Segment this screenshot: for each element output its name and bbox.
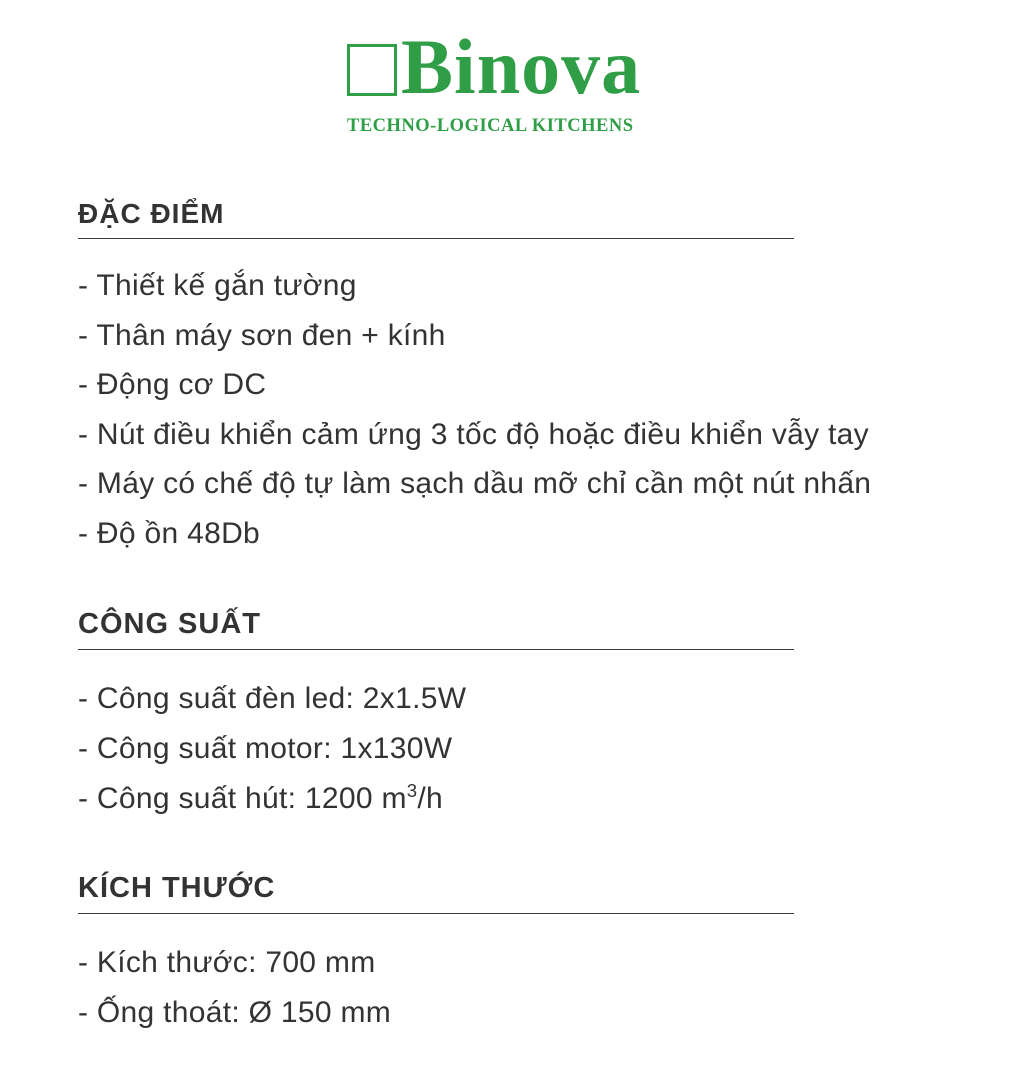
cubic-superscript: 3 [406,780,418,801]
power-list [78,674,794,824]
list-item: - Công suất đèn led: 2x1.5W [78,682,467,715]
list-item: - Ống thoát: Ø 150 mm [78,996,392,1029]
features-list [78,261,872,558]
section-title-features: ĐẶC ĐIỂM [78,200,794,239]
list-item: - Máy có chế độ tự làm sạch dầu mỡ chỉ cần một nút nhấn [78,467,872,500]
logo-square-icon [347,44,397,96]
per-hour-unit: /h [417,782,444,815]
brand-logo [344,23,704,138]
brand-name: Binova [401,23,642,110]
suction-power-text: - Công suất hút: 1200 m [78,782,407,815]
list-item: - Động cơ DC [78,368,267,401]
section-features [78,198,872,558]
section-power [78,610,794,824]
list-item: - Thiết kế gắn tường [78,269,357,302]
list-item: - Công suất motor: 1x130W [78,732,453,765]
list-item: - Thân máy sơn đen + kính [78,318,446,352]
list-item: - Độ ồn 48Db [78,516,261,550]
brand-tagline: TECHNO-LOGICAL KITCHENS [347,116,634,136]
section-dimensions [78,874,794,1038]
list-item [78,774,794,824]
list-item: - Kích thước: 700 mm [78,946,376,979]
dimensions-list [78,938,794,1038]
section-title-dimensions: KÍCH THƯỚC [78,874,794,914]
section-title-power: CÔNG SUẤT [78,610,794,650]
list-item: - Nút điều khiển cảm ứng 3 tốc độ hoặc điều khiển vẫy tay [78,417,869,451]
